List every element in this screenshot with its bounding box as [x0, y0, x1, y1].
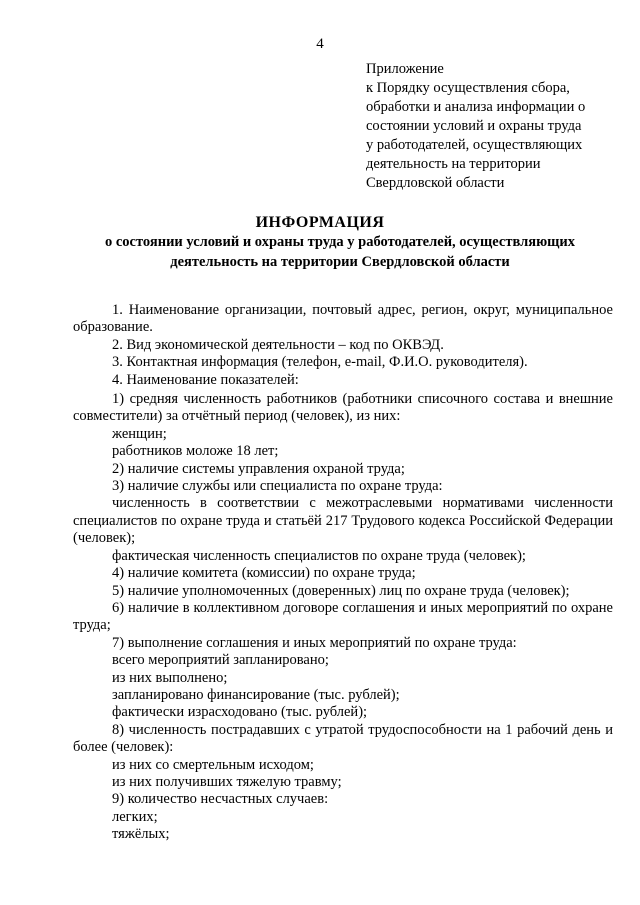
list-item: численность в соответствии с межотраслевыми нормативами численности специалистов по охране труда и статьёй 217 Трудового кодекса Российской Федерации (человек); [73, 495, 613, 547]
list-item: запланировано финансирование (тыс. рублей); [112, 686, 400, 703]
page-number: 4 [316, 36, 324, 52]
list-item: 7) выполнение соглашения и иных мероприятий по охране труда: [112, 634, 517, 651]
appendix-line: у работодателей, осуществляющих [366, 137, 583, 153]
document-body [73, 302, 613, 844]
appendix-line: состоянии условий и охраны труда [366, 118, 582, 134]
list-item: 8) численность пострадавших с утратой трудоспособности на 1 рабочий день и более (человек): [73, 721, 613, 756]
list-item: 5) наличие уполномоченных (доверенных) лиц по охране труда (человек); [112, 582, 570, 599]
list-item: 4) наличие комитета (комиссии) по охране труда; [112, 565, 416, 582]
appendix-block [366, 60, 616, 193]
list-item: легких; [112, 808, 158, 825]
list-item: 4. Наименование показателей: [112, 371, 299, 388]
appendix-line: деятельность на территории [366, 156, 541, 172]
appendix-line: Приложение [366, 61, 444, 77]
document-title: ИНФОРМАЦИЯ [255, 214, 385, 231]
appendix-line: к Порядку осуществления сбора, [366, 80, 570, 96]
list-item: из них выполнено; [112, 669, 228, 686]
list-item: 3) наличие службы или специалиста по охране труда: [112, 478, 443, 495]
list-item: работников моложе 18 лет; [112, 443, 279, 460]
list-item: из них получивших тяжелую травму; [112, 773, 342, 790]
document-subtitle: о состоянии условий и охраны труда у работодателей, осуществляющих деятельность на территории Свердловской области [104, 234, 576, 270]
list-item: 6) наличие в коллективном договоре соглашения и иных мероприятий по охране труда; [73, 599, 613, 634]
list-item: 9) количество несчастных случаев: [112, 791, 329, 808]
appendix-line: обработки и анализа информации о [366, 99, 586, 115]
list-item: фактически израсходовано (тыс. рублей); [112, 704, 368, 721]
list-item: женщин; [112, 425, 167, 442]
list-item: 1) средняя численность работников (работники списочного состава и внешние совместители) за отчётный период (человек), из них: [73, 391, 613, 425]
list-item: фактическая численность специалистов по охране труда (человек); [112, 547, 526, 564]
list-item: тяжёлых; [112, 826, 170, 843]
list-item: 2) наличие системы управления охраной труда; [112, 460, 405, 477]
list-item: 3. Контактная информация (телефон, e-mail, Ф.И.О. руководителя). [112, 354, 528, 371]
list-item: из них со смертельным исходом; [112, 756, 314, 773]
list-item: 2. Вид экономической деятельности – код по ОКВЭД. [112, 336, 444, 353]
list-item: 1. Наименование организации, почтовый адрес, регион, округ, муниципальное образование. [73, 302, 613, 336]
appendix-line: Свердловской области [366, 175, 505, 191]
list-item: всего мероприятий запланировано; [112, 652, 329, 669]
